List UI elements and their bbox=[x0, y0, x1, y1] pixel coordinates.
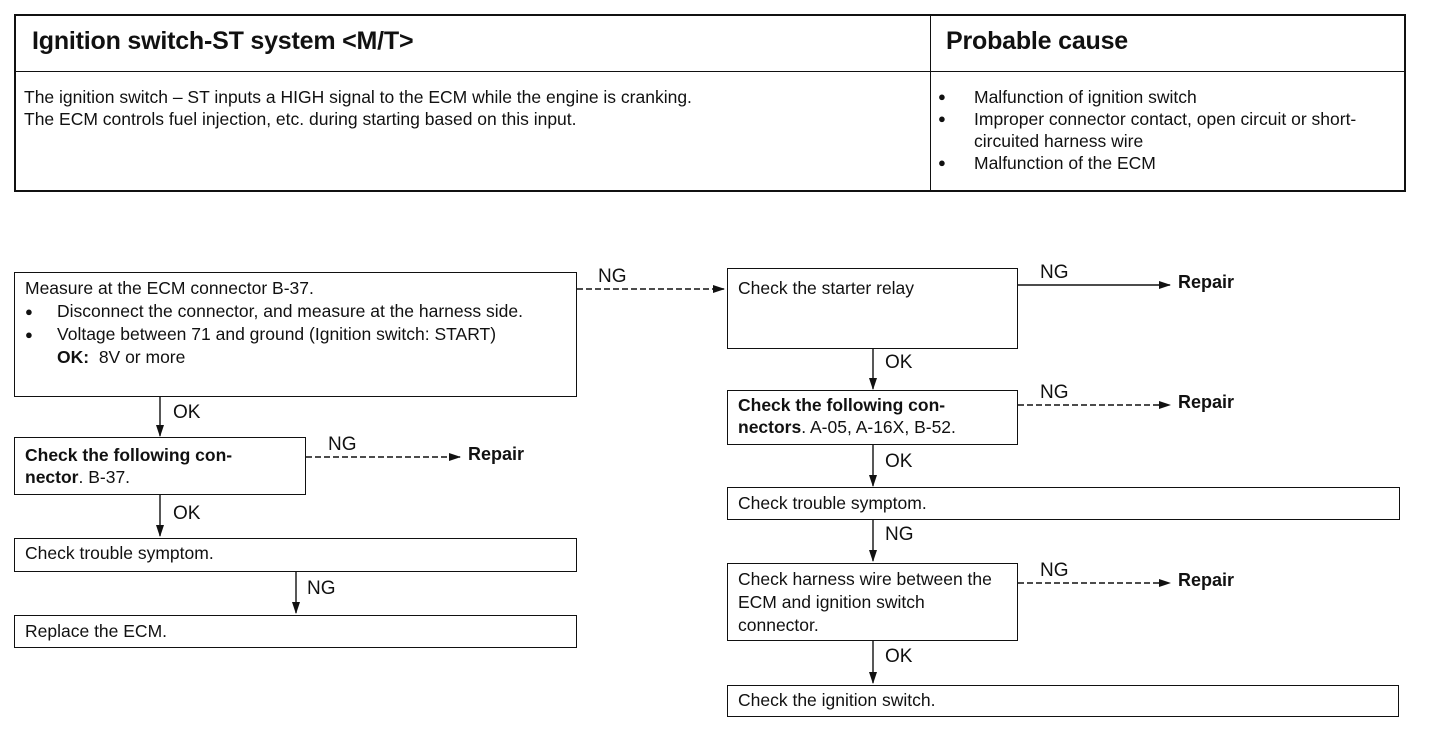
step6-text: . A-05, A-16X, B-52. bbox=[801, 417, 956, 437]
repair-label: Repair bbox=[1178, 392, 1235, 412]
step-check-ignition-switch: Check the ignition switch. bbox=[727, 685, 1399, 717]
ng-label: NG bbox=[307, 578, 336, 599]
ok-label: OK bbox=[885, 352, 913, 373]
repair-label: Repair bbox=[468, 444, 525, 464]
step1-title: Measure at the ECM connector B-37. bbox=[25, 278, 314, 298]
cause-item: ● Malfunction of ignition switch bbox=[934, 86, 1396, 108]
description-line: The ignition switch – ST inputs a HIGH signal to the ECM while the engine is cranking. bbox=[24, 87, 692, 107]
repair-label: Repair bbox=[1178, 272, 1235, 292]
ng-label: NG bbox=[885, 524, 914, 545]
step1-bullet-text: ● Voltage between 71 and ground (Ignition switch: START) bbox=[57, 324, 497, 344]
step-check-trouble-symptom-left: Check trouble symptom. bbox=[14, 538, 577, 572]
cause-title: Probable cause bbox=[946, 27, 1129, 55]
ok-criteria-label: OK: bbox=[57, 347, 90, 367]
step1-ok-criteria bbox=[57, 346, 566, 369]
ok-label: OK bbox=[885, 646, 913, 667]
ok-label: OK bbox=[173, 402, 201, 423]
step1-bullet: ● Disconnect the connector, and measure at the harness side. bbox=[25, 300, 566, 323]
ng-label: NG bbox=[1040, 262, 1069, 283]
ok-criteria-value: 8V or more bbox=[98, 347, 186, 367]
step-replace-ecm: Replace the ECM. bbox=[14, 615, 577, 648]
ng-label: NG bbox=[598, 266, 627, 287]
repair-label: Repair bbox=[1178, 570, 1235, 590]
step1-bullets bbox=[25, 300, 566, 369]
ng-label: NG bbox=[328, 434, 357, 455]
ok-label: OK bbox=[173, 503, 201, 524]
step-check-starter-relay: Check the starter relay bbox=[727, 268, 1018, 349]
step-check-connectors-a05 bbox=[727, 390, 1018, 445]
page-title: Ignition switch-ST system <M/T> bbox=[32, 27, 414, 55]
step2-bold-text: Check the following con- nector bbox=[25, 445, 233, 487]
cause-item: ● Improper connector contact, open circuit or short-circuited harness wire bbox=[934, 108, 1396, 152]
step-measure-ecm-connector bbox=[14, 272, 577, 397]
step-check-connector-b37 bbox=[14, 437, 306, 495]
ng-label: NG bbox=[1040, 382, 1069, 403]
step1-bullet bbox=[25, 323, 566, 369]
description-line: The ECM controls fuel injection, etc. during starting based on this input. bbox=[24, 109, 577, 129]
cause-item: ● Malfunction of the ECM bbox=[934, 152, 1396, 174]
step2-text: . B-37. bbox=[78, 467, 131, 487]
ng-label: NG bbox=[1040, 560, 1069, 581]
step6-bold-text: Check the following con- nectors bbox=[738, 395, 946, 437]
step-check-harness-wire: Check harness wire between the ECM and ignition switch connector. bbox=[727, 563, 1018, 641]
ok-label: OK bbox=[885, 451, 913, 472]
step-check-trouble-symptom-right: Check trouble symptom. bbox=[727, 487, 1400, 520]
